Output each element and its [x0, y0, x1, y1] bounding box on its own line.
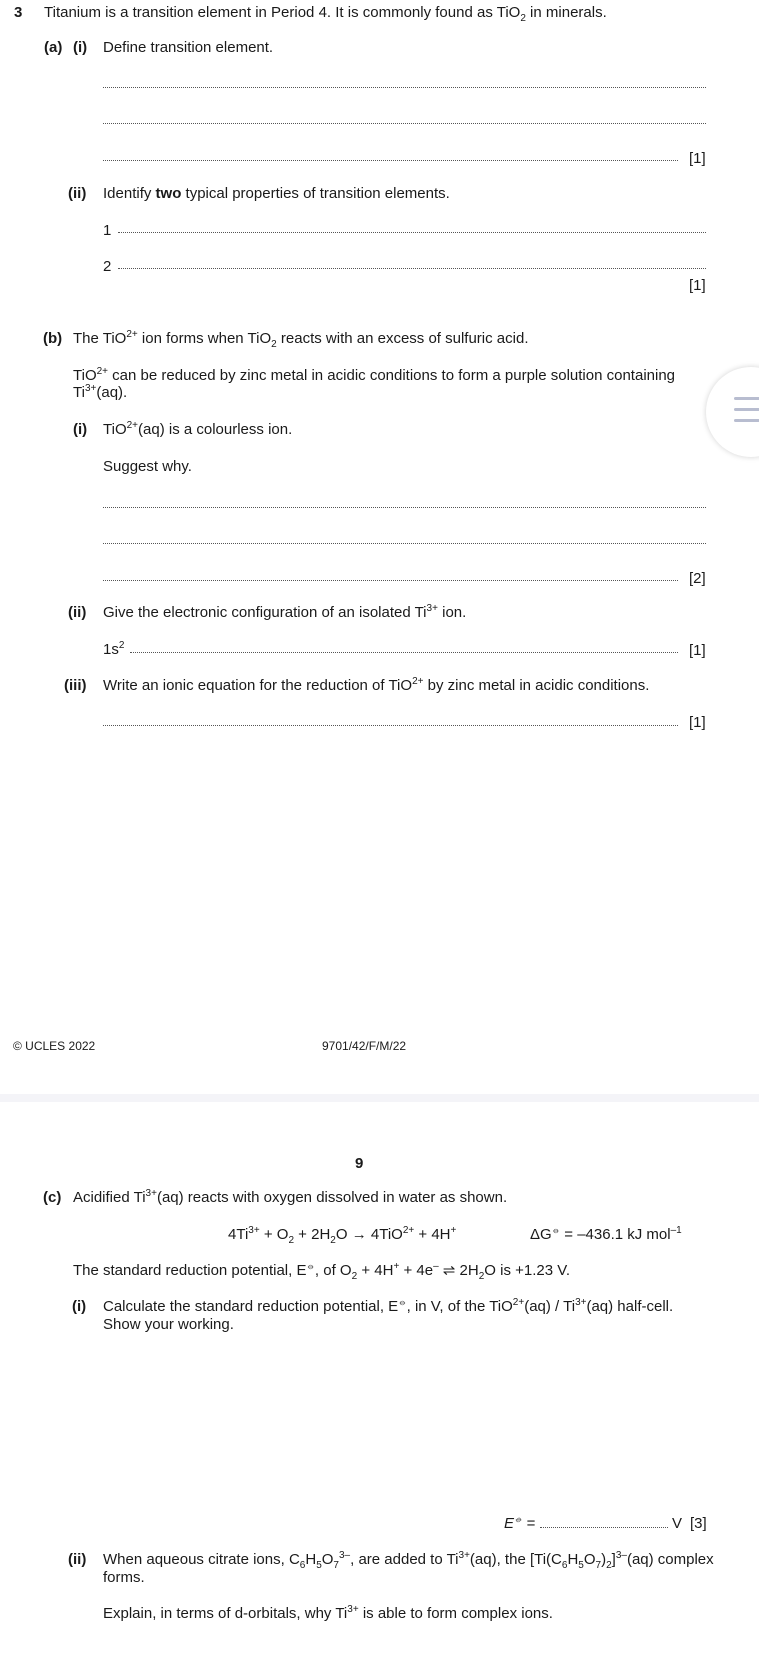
part-c-ii-label: (ii): [68, 1551, 87, 1568]
question-intro: Titanium is a transition element in Period 4. It is commonly found as TiO$_2$ in minerals.: [44, 4, 607, 24]
footer-code: 9701/42/F/M/22: [322, 1039, 407, 1053]
part-b-i-question: TiO$^{2+}$(aq) is a colourless ion.: [103, 420, 293, 438]
mark-allocation: [3]: [690, 1515, 707, 1532]
part-c-ii-explain: Explain, in terms of d-orbitals, why $Ti^{3+}$ is able to form complex ions.: [103, 1604, 553, 1622]
mark-allocation: [1]: [689, 642, 706, 659]
footer-copyright: © UCLES 2022: [13, 1039, 96, 1053]
part-b-intro: The TiO$^{2+}$ ion forms when TiO$_2$ reacts with an excess of sulfuric acid.: [73, 329, 529, 350]
gibbs-energy: ΔG⦵ = –436.1 kJ mol$^{-1}$: [530, 1225, 682, 1243]
answer-line[interactable]: [118, 268, 706, 269]
answer-line[interactable]: [103, 543, 706, 544]
answer-number: 1: [103, 222, 112, 239]
menu-icon-bar: [734, 419, 759, 422]
mark-allocation: [1]: [689, 277, 706, 294]
part-c-i-question: Calculate the standard reduction potential, E⦵, in V, of the $TiO^{2+}(aq) / Ti^{3+}(aq)$ half-cell.: [103, 1297, 674, 1315]
part-b-iii-question: Write an ionic equation for the reduction of TiO$^{2+}$ by zinc metal in acidic conditions.: [103, 676, 650, 694]
config-start: $1s^2$: [103, 640, 125, 658]
answer-unit: V: [672, 1515, 683, 1532]
part-a-ii-label: (ii): [68, 185, 87, 202]
part-b-i-suggest: Suggest why.: [103, 458, 192, 475]
mark-allocation: [2]: [689, 570, 706, 587]
part-c-ii-question-cont: forms.: [103, 1569, 145, 1586]
mark-allocation: [1]: [689, 714, 706, 731]
part-c-intro: Acidified $Ti^{3+}(aq)$ reacts with oxygen dissolved in water as shown.: [73, 1188, 508, 1206]
part-c-i-instruction: Show your working.: [103, 1316, 234, 1333]
part-b-ii-question: Give the electronic configuration of an isolated $Ti^{3+}$ ion.: [103, 603, 467, 621]
reaction-equation: $4Ti^{3+} + O_2 + 2H_2O \to 4TiO^{2+} + 4H^+$: [228, 1225, 457, 1246]
answer-line[interactable]: [103, 123, 706, 124]
side-menu-handle[interactable]: [706, 367, 759, 457]
part-a-i-question: Define transition element.: [103, 39, 274, 56]
part-a-label: (a): [44, 39, 63, 56]
part-b-text: $Ti^{3+}(aq)$.: [73, 383, 128, 401]
part-b-ii-label: (ii): [68, 604, 87, 621]
mark-allocation: [1]: [689, 150, 706, 167]
answer-line[interactable]: [103, 160, 678, 161]
answer-line[interactable]: [103, 507, 706, 508]
answer-line[interactable]: [103, 87, 706, 88]
part-c-ii-question: When aqueous citrate ions, $C_6H_5O_7^{3-}$, are added to $Ti^{3+}(aq)$, the $[Ti(C_6H_5O_7)_2]^{3-}(aq)$ complex: [103, 1550, 714, 1571]
answer-label: E⦵ =: [504, 1514, 536, 1532]
standard-potential-statement: The standard reduction potential, E⦵, of $O_2 + 4H^+ + 4e^-$ ⇌ $2H_2O$ is +1.23 V.: [73, 1261, 571, 1282]
part-c-i-label: (i): [72, 1298, 87, 1315]
part-c-label: (c): [43, 1189, 62, 1206]
part-b-text: TiO$^{2+}$ can be reduced by zinc metal in acidic conditions to form a purple solution containing: [73, 366, 676, 384]
menu-icon-bar: [734, 408, 759, 411]
menu-icon-bar: [734, 397, 759, 400]
page-separator: [0, 1094, 759, 1102]
answer-number: 2: [103, 258, 112, 275]
answer-line[interactable]: [540, 1527, 668, 1528]
answer-line[interactable]: [103, 725, 678, 726]
part-b-i-label: (i): [73, 421, 88, 438]
page-number: 9: [355, 1155, 364, 1172]
part-b-iii-label: (iii): [64, 677, 87, 694]
part-a-ii-question: Identify two typical properties of transition elements.: [103, 185, 450, 202]
part-b-label: (b): [43, 330, 63, 347]
question-number: 3: [14, 4, 23, 21]
answer-line[interactable]: [118, 232, 706, 233]
answer-line[interactable]: [130, 652, 678, 653]
part-a-i-label: (i): [73, 39, 88, 56]
answer-line[interactable]: [103, 580, 678, 581]
